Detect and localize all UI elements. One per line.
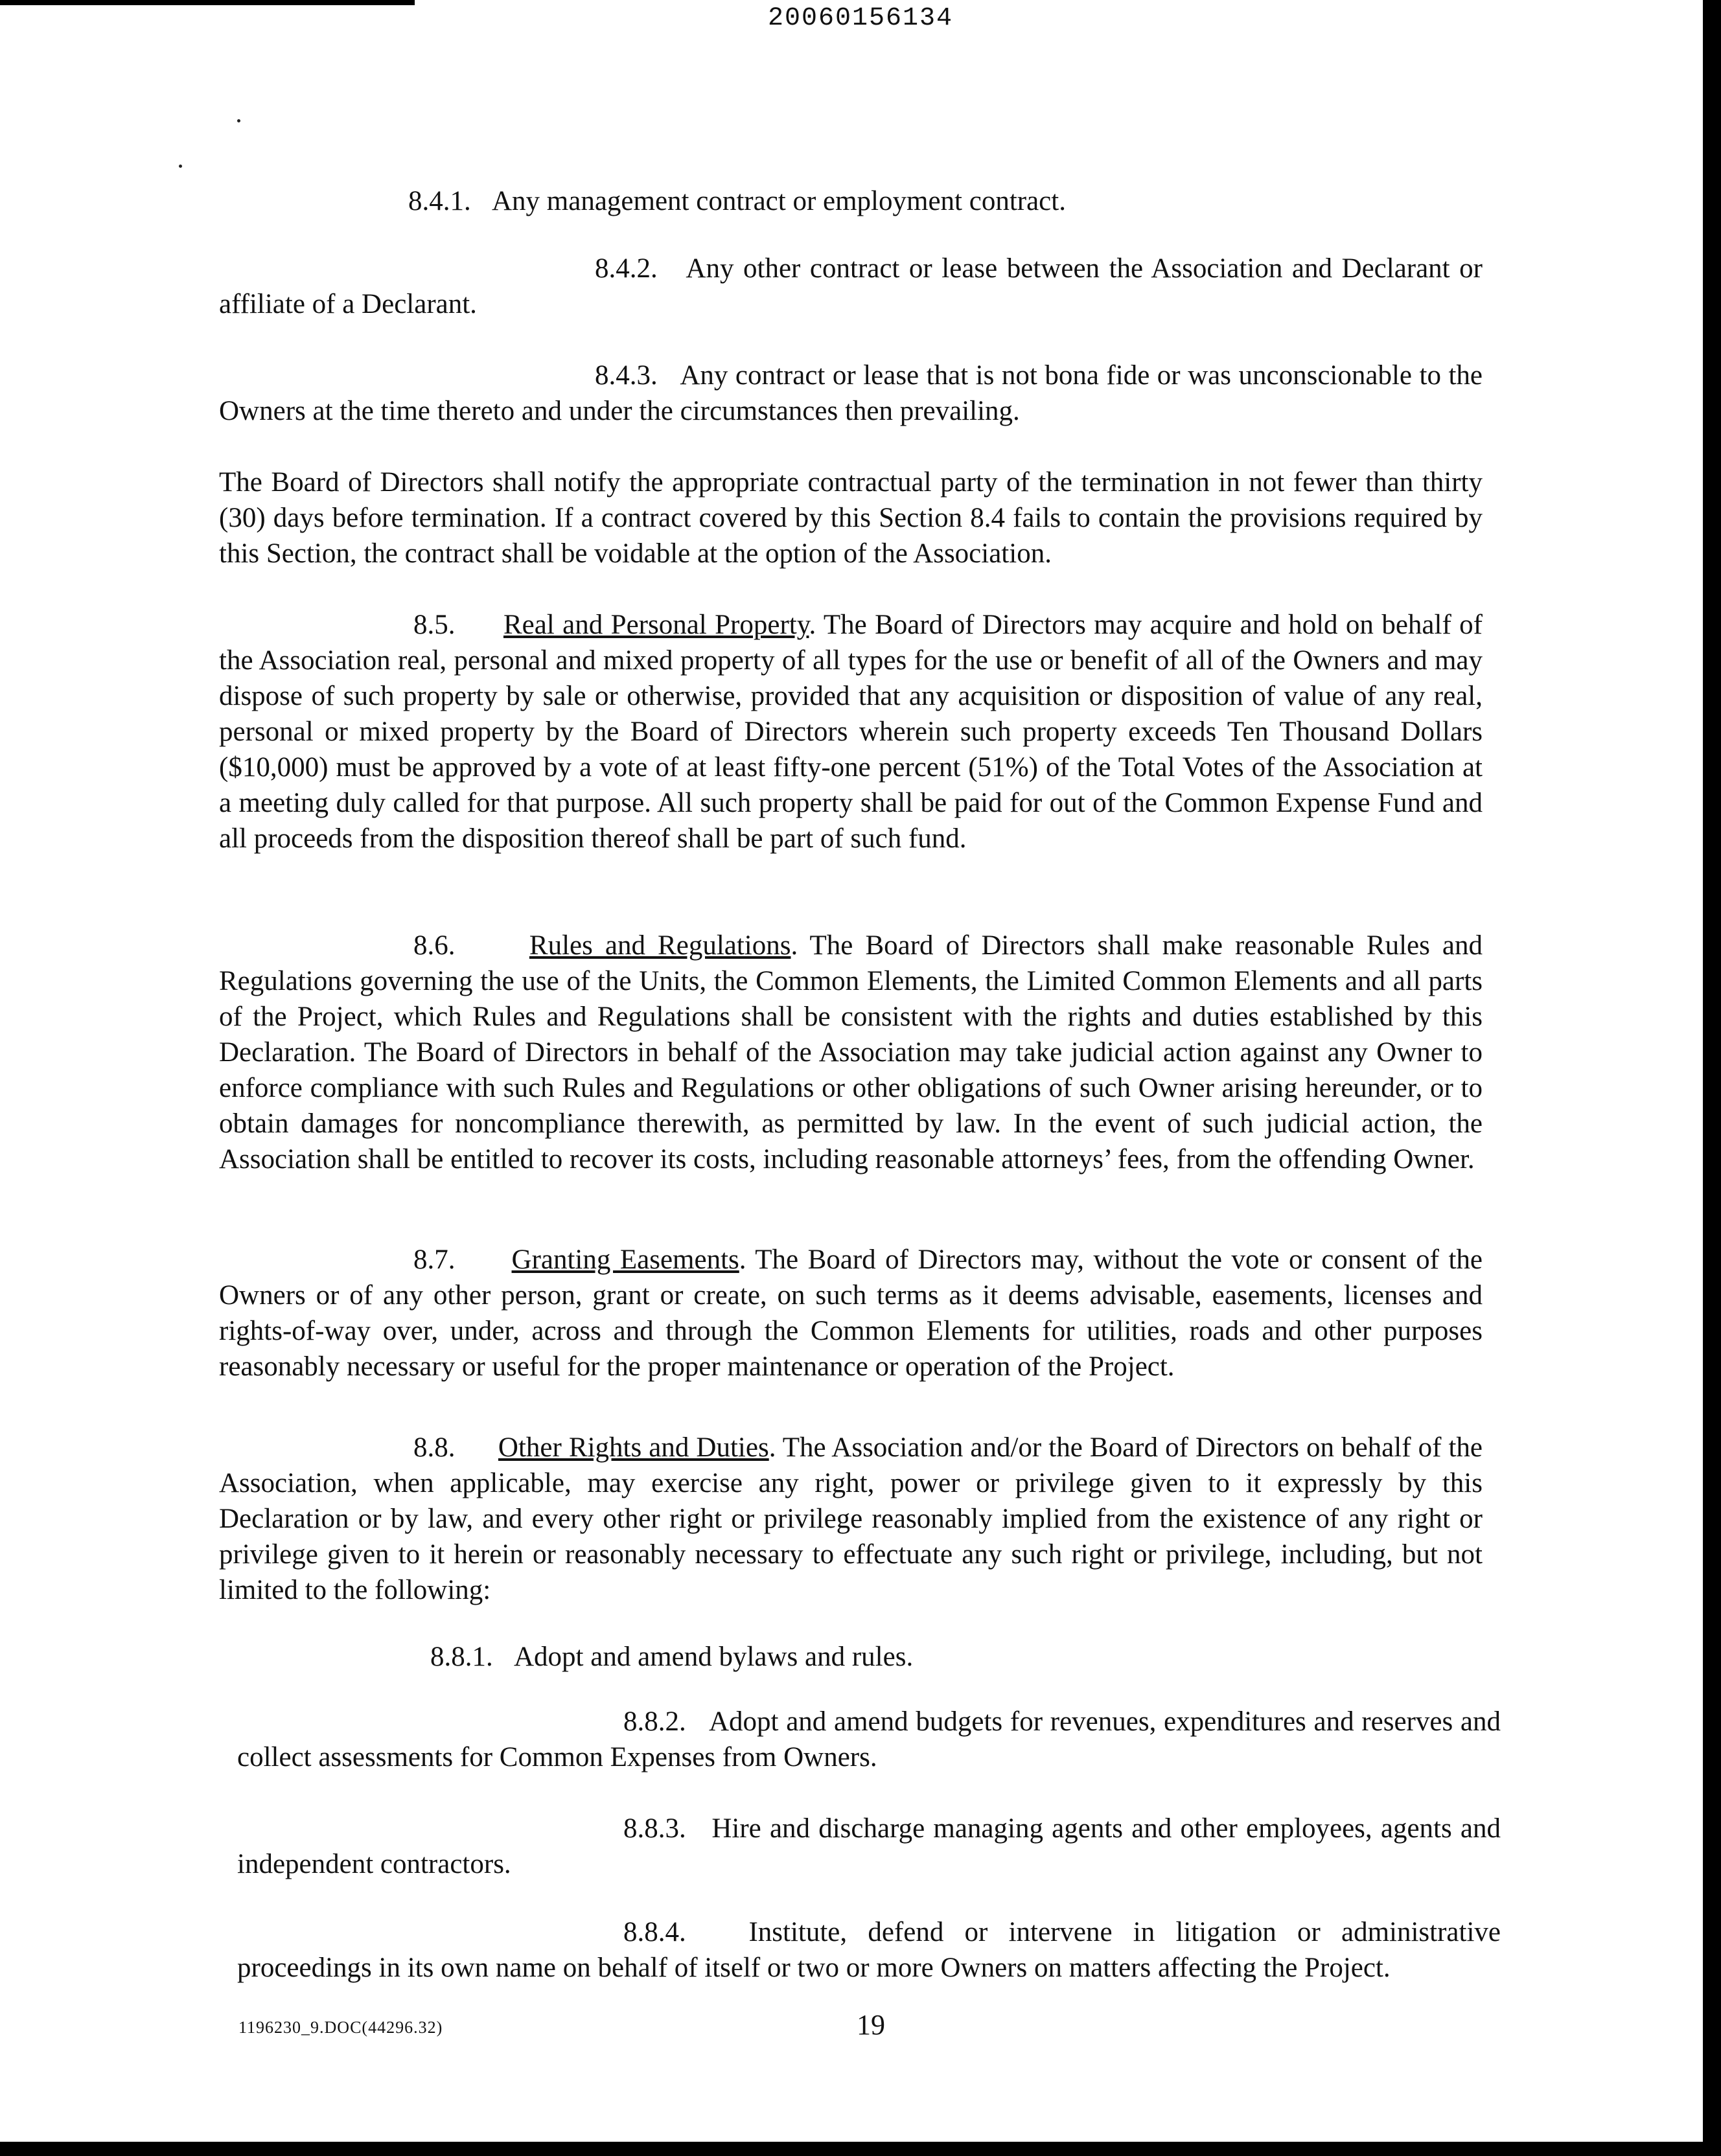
paragraph-text: . The Association and/or the Board of Directors on behalf of the Association, when applicable, may exercise any right, power or privilege given to it expressly by this Declaration or by law, and every other right or privilege reasonably implied from the existence of any right or privilege given to it herein or reasonably necessary to effectuate any such right or privilege, including, but not limited to the following: <box>219 1432 1483 1605</box>
section-number: 8.8.2. <box>623 1706 686 1737</box>
section-title: Other Rights and Duties <box>498 1432 769 1463</box>
paragraph-8-5 <box>219 607 1483 856</box>
paragraph-text: . The Board of Directors may acquire and hold on behalf of the Association real, personal and mixed property of all types for the use or benefit of all of the Owners and may dispose of such property by sale or otherwise, provided that any acquisition or disposition of value of any real, personal or mixed property by the Board of Directors wherein such property exceeds Ten Thousand Dollars ($10,000) must be approved by a vote of at least fifty-one percent (51%) of the Total Votes of the Association at a meeting duly called for that purpose. All such property shall be paid for out of the Common Expense Fund and all proceeds from the disposition thereof shall be part of such fund. <box>219 610 1483 854</box>
section-number: 8.4.2. <box>595 253 658 284</box>
footer-document-code: 1196230_9.DOC(44296.32) <box>238 2018 443 2037</box>
paragraph-text: . The Board of Directors may, without the vote or consent of the Owners or of any other person, grant or create, on such terms as it deems advisable, easements, licenses and rights-of-way over, under, across and through the Common Elements for utilities, roads and other purposes reasonably necessary or useful for the proper maintenance or operation of the Project. <box>219 1244 1483 1382</box>
section-number: 8.6. <box>413 930 456 961</box>
paragraph-text: Any management contract or employment contract. <box>492 186 1066 216</box>
section-title: Granting Easements <box>511 1244 739 1275</box>
section-number: 8.8.3. <box>623 1813 686 1844</box>
section-number: 8.8. <box>413 1432 456 1463</box>
paragraph-8-6 <box>219 928 1483 1177</box>
paragraph-8-8-2 <box>237 1704 1501 1775</box>
paragraph-text: Hire and discharge managing agents and other employees, agents and independent contractors. <box>237 1813 1501 1879</box>
paragraph-8-4-2 <box>219 251 1483 322</box>
document-number: 20060156134 <box>767 4 954 33</box>
paragraph-8-8-4 <box>237 1914 1501 1986</box>
paragraph-text: Any other contract or lease between the Association and Declarant or affiliate of a Declarant. <box>219 253 1483 319</box>
paragraph-text: Adopt and amend bylaws and rules. <box>514 1642 914 1672</box>
section-title: Rules and Regulations <box>529 930 791 961</box>
section-number: 8.4.1. <box>408 186 471 216</box>
scan-speck <box>237 119 240 122</box>
paragraph-text: Any contract or lease that is not bona fide or was unconscionable to the Owners at the time thereto and under the circumstances then prevailing. <box>219 360 1483 426</box>
paragraph-8-7 <box>219 1242 1483 1384</box>
paragraph-8-8-3 <box>237 1811 1501 1882</box>
paragraph-text: . The Board of Directors shall make reasonable Rules and Regulations governing the use of the Units, the Common Elements, the Limited Common Elements and all parts of the Project, which Rules and Regulations shall be consistent with the rights and duties established by this Declaration. The Board of Directors in behalf of the Association may take judicial action against any Owner to enforce compliance with such Rules and Regulations or other obligations of such Owner arising hereunder, or to obtain damages for noncompliance therewith, as permitted by law. In the event of such judicial action, the Association shall be entitled to recover its costs, including reasonable attorneys’ fees, from the offending Owner. <box>219 930 1483 1175</box>
scan-speck <box>179 165 182 168</box>
paragraph-text: Institute, defend or intervene in litigation or administrative proceedings in its own name on behalf of itself or two or more Owners on matters affecting the Project. <box>237 1917 1501 1983</box>
paragraph-text: Adopt and amend budgets for revenues, expenditures and reserves and collect assessments for Common Expenses from Owners. <box>237 1706 1501 1772</box>
section-title: Real and Personal Property <box>503 610 809 640</box>
paragraph-8-4-1 <box>408 183 1477 219</box>
scan-edge-bottom <box>0 2142 1721 2156</box>
scan-edge-right <box>1703 0 1721 2156</box>
paragraph-8-4-3 <box>219 358 1483 429</box>
paragraph-8-8-1 <box>430 1639 1499 1675</box>
paragraph-8-8 <box>219 1430 1483 1608</box>
section-number: 8.8.4. <box>623 1917 686 1947</box>
section-number: 8.7. <box>413 1244 456 1275</box>
paragraph-termination-notice: The Board of Directors shall notify the appropriate contractual party of the termination in not fewer than thirty (30) days before termination. If a contract covered by this Section 8.4 fails to contain the provisions required by this Section, the contract shall be voidable at the option of the Association. <box>219 467 1483 569</box>
section-number: 8.8.1. <box>430 1642 493 1672</box>
page-number: 19 <box>857 2009 885 2041</box>
section-number: 8.4.3. <box>595 360 658 391</box>
section-number: 8.5. <box>413 610 456 640</box>
